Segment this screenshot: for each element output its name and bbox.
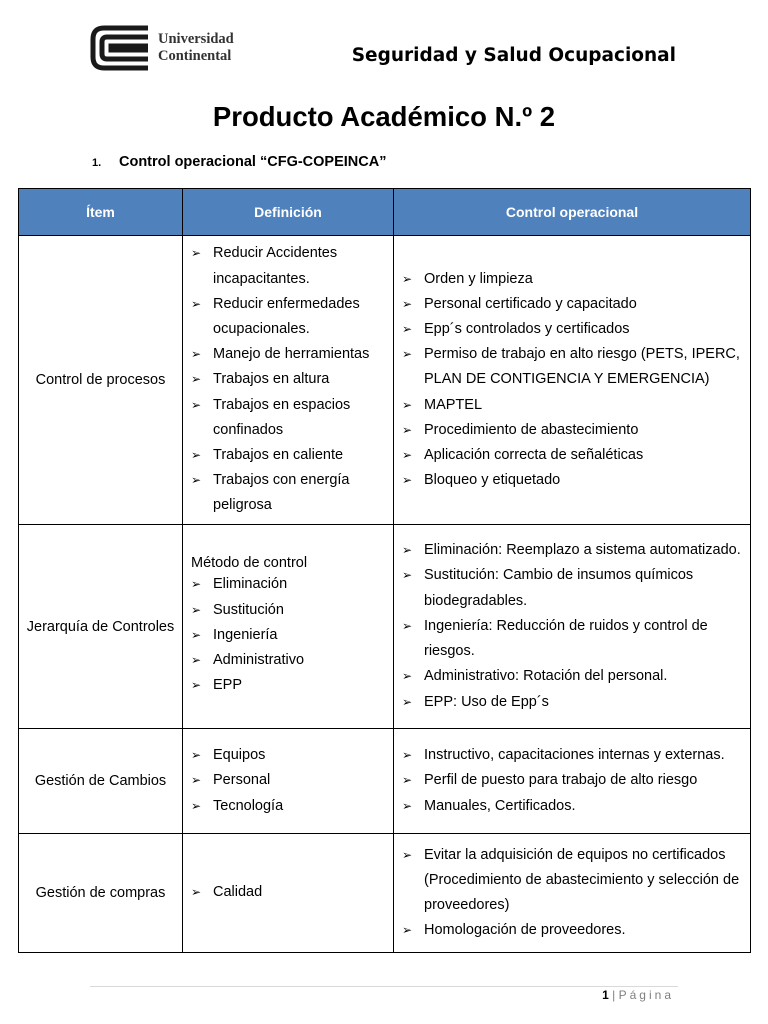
table-row [19,525,751,729]
list-item: ➢ EPP [191,673,393,698]
definicion-cell [183,525,394,729]
list-item: ➢ Reducir enfermedades ocupacionales. [191,292,393,342]
page-word: Página [618,988,674,1002]
column-header-control: Control operacional [394,189,751,236]
list-item: ➢ Homologación de proveedores. [402,918,750,943]
list-item: ➢ Manejo de herramientas [191,342,393,367]
list-item: ➢ Bloqueo y etiquetado [402,468,750,493]
table-row [19,236,751,525]
list-item: ➢ Trabajos en altura [191,367,393,392]
control-cell [394,834,751,953]
list-item: ➢ Personal certificado y capacitado [402,292,750,317]
definicion-cell [183,729,394,834]
item-cell: Control de procesos [19,236,183,525]
document-title: Producto Académico N.º 2 [212,101,556,132]
list-item: ➢ MAPTEL [402,393,750,418]
list-item: ➢ Procedimiento de abastecimiento [402,418,750,443]
control-list [394,843,750,944]
list-item: ➢ Trabajos en caliente [191,443,393,468]
list-item: ➢ Personal [191,768,393,793]
definicion-cell [183,834,394,953]
control-cell [394,525,751,729]
university-logo [90,25,234,71]
logo-line-1: Universidad [158,31,234,47]
list-item: ➢ Eliminación [191,572,393,597]
university-logo-mark-icon [90,25,150,71]
list-item: ➢ Reducir Accidentes incapacitantes. [191,241,393,291]
control-list [394,538,750,714]
list-item: ➢ Permiso de trabajo en alto riesgo (PETS, IPERC, PLAN DE CONTIGENCIA Y EMERGENCIA) [402,342,750,392]
definicion-list [183,572,393,698]
list-item: ➢ Administrativo: Rotación del personal. [402,664,750,689]
list-item: ➢ Administrativo [191,648,393,673]
footer-separator: | [612,988,616,1002]
operational-control-table [18,188,751,953]
list-item: ➢ Manuales, Certificados. [402,794,750,819]
page-number: 1 [602,988,609,1002]
section-text: Control operacional “CFG-COPEINCA” [119,154,387,170]
item-cell: Gestión de compras [19,834,183,953]
definicion-list [183,743,393,819]
control-cell [394,729,751,834]
list-item: ➢ Ingeniería: Reducción de ruidos y control de riesgos. [402,614,750,664]
control-list [394,743,750,819]
definicion-list [183,241,393,518]
section-number: 1. [92,157,102,169]
list-item: ➢ Orden y limpieza [402,267,750,292]
definicion-list [183,880,393,905]
list-item: ➢ Instructivo, capacitaciones internas y externas. [402,743,750,768]
footer-divider [90,986,678,987]
list-item: ➢ Evitar la adquisición de equipos no certificados (Procedimiento de abastecimiento y selección de proveedores) [402,843,750,919]
control-cell [394,236,751,525]
table-header-row [19,189,751,236]
list-item: ➢ Sustitución [191,598,393,623]
list-item: ➢ Aplicación correcta de señaléticas [402,443,750,468]
logo-line-2: Continental [158,48,232,64]
definicion-cell [183,236,394,525]
column-header-definicion: Definición [183,189,394,236]
list-item: ➢ Ingeniería [191,623,393,648]
university-logo-text [158,31,234,65]
item-cell: Gestión de Cambios [19,729,183,834]
list-item: ➢ Sustitución: Cambio de insumos químicos biodegradables. [402,563,750,613]
table-row [19,834,751,953]
list-item: ➢ Eliminación: Reemplazo a sistema automatizado. [402,538,750,563]
control-list [394,267,750,494]
list-item: ➢ Tecnología [191,794,393,819]
list-item: ➢ Equipos [191,743,393,768]
list-item: ➢ Trabajos en espacios confinados [191,393,393,443]
list-item: ➢ Perfil de puesto para trabajo de alto riesgo [402,768,750,793]
table-row [19,729,751,834]
column-header-item: Ítem [19,189,183,236]
list-item: ➢ Trabajos con energía peligrosa [191,468,393,518]
list-item: ➢ EPP: Uso de Epp´s [402,690,750,715]
list-item: ➢ Epp´s controlados y certificados [402,317,750,342]
header-title: Seguridad y Salud Ocupacional [351,45,676,66]
section-heading [92,154,386,170]
list-item: ➢ Calidad [191,880,393,905]
definicion-intro: Método de control [191,555,308,572]
page-footer [602,988,674,1002]
item-cell: Jerarquía de Controles [19,525,183,729]
